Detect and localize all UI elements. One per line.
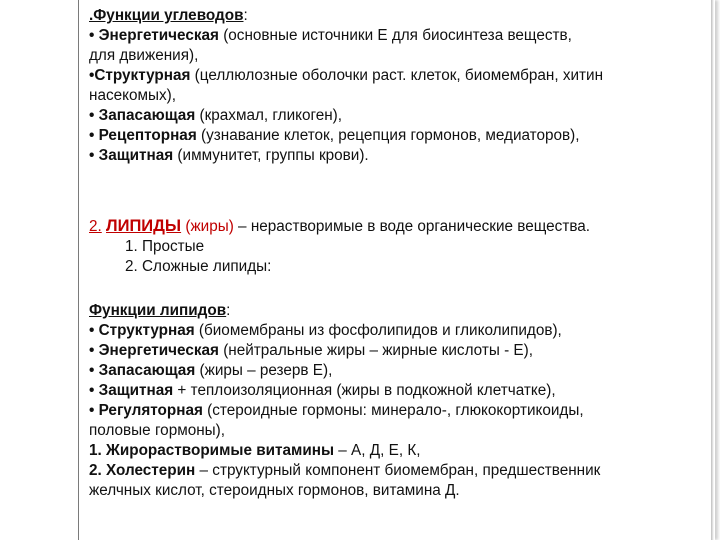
slide-content [89, 6, 707, 501]
lipid-item-term: Энергетическая [98, 342, 219, 359]
carbs-item-term: Энергетическая [98, 27, 219, 44]
carbs-item-receptor [89, 126, 707, 146]
carbs-heading [89, 6, 707, 26]
carbs-item-structural [89, 66, 707, 86]
lipid-item-storage [89, 361, 707, 381]
carbs-heading-colon: : [243, 7, 248, 24]
lipids-number: 2. [89, 218, 102, 235]
bullet: • [89, 362, 95, 379]
carbs-heading-text: .Функции углеводов [89, 7, 244, 24]
carbs-item-protective [89, 146, 707, 166]
bullet: • [89, 402, 95, 419]
lipid-item-desc: + теплоизоляционная (жиры в подкожной клетчатке), [173, 382, 556, 399]
lipids-definition: – нерастворимые в воде органические вещества. [233, 218, 591, 235]
lipid-cholesterol [89, 461, 707, 481]
slide-shadow [711, 0, 714, 540]
lipid-item-protective [89, 381, 707, 401]
bullet: • [89, 342, 95, 359]
bullet: • [89, 127, 95, 144]
lipid-functions-heading [89, 301, 707, 321]
lipid-item-desc: (стероидные гормоны: минерало-, глюкокортикоиды, [202, 402, 584, 419]
carbs-item-energy-cont: для движения), [89, 47, 199, 64]
lipid-item-term: Структурная [98, 322, 195, 339]
cholesterol-desc: – структурный компонент биомембран, предшественник [195, 462, 601, 479]
lipids-title: ЛИПИДЫ [106, 217, 182, 235]
bullet: • [89, 322, 95, 339]
carbs-item-energy [89, 26, 707, 46]
carbs-item-storage [89, 106, 707, 126]
vitamins-desc: – А, Д, Е, К, [334, 442, 421, 459]
carbs-item-term: Защитная [98, 147, 174, 164]
lipid-item-desc: (биомембраны из фосфолипидов и гликолипидов), [194, 322, 562, 339]
bullet: • [89, 382, 95, 399]
bullet: • [89, 147, 95, 164]
carbs-item-desc: (крахмал, гликоген), [195, 107, 343, 124]
lipid-item-term: Запасающая [98, 362, 196, 379]
lipid-item-term: Защитная [98, 382, 174, 399]
list-number: 1. [89, 442, 102, 459]
carbs-item-structural-cont: насекомых), [89, 87, 176, 104]
lipid-functions-heading-text: Функции липидов [89, 302, 227, 319]
carbs-item-desc: (узнавание клеток, рецепция гормонов, медиаторов), [196, 127, 580, 144]
lipid-item-energy [89, 341, 707, 361]
lipids-title-line [89, 216, 707, 237]
spacer [89, 191, 707, 216]
bullet: • [89, 67, 95, 84]
lipid-item-desc: (нейтральные жиры – жирные кислоты - Е), [218, 342, 533, 359]
spacer [89, 277, 707, 301]
lipid-item-term: Регуляторная [98, 402, 203, 419]
cholesterol-term: Холестерин [106, 462, 196, 479]
carbs-item-term: Запасающая [98, 107, 196, 124]
lipids-type-simple: 1. Простые [125, 238, 205, 255]
lipid-item-structural [89, 321, 707, 341]
spacer [89, 166, 707, 191]
lipids-paren: (жиры) [185, 218, 234, 235]
carbs-item-term: Рецепторная [98, 127, 197, 144]
lipid-item-desc: (жиры – резерв Е), [195, 362, 333, 379]
vitamins-term: Жирорастворимые витамины [106, 442, 335, 459]
carbs-item-desc: (целлюлозные оболочки раст. клеток, биомембран, хитин [190, 67, 604, 84]
carbs-item-desc: (иммунитет, группы крови). [173, 147, 369, 164]
carbs-item-term: Структурная [94, 67, 191, 84]
bullet: • [89, 27, 95, 44]
slide [78, 0, 715, 540]
list-number: 2. [89, 462, 102, 479]
lipid-vitamins [89, 441, 707, 461]
lipid-item-regulatory-cont: половые гормоны), [89, 422, 226, 439]
lipid-functions-heading-colon: : [226, 302, 231, 319]
lipid-cholesterol-cont: желчных кислот, стероидных гормонов, витамина Д. [89, 482, 460, 499]
carbs-item-desc: (основные источники Е для биосинтеза веществ, [218, 27, 572, 44]
lipids-type-complex: 2. Сложные липиды: [125, 258, 272, 275]
lipid-item-regulatory [89, 401, 707, 421]
bullet: • [89, 107, 95, 124]
